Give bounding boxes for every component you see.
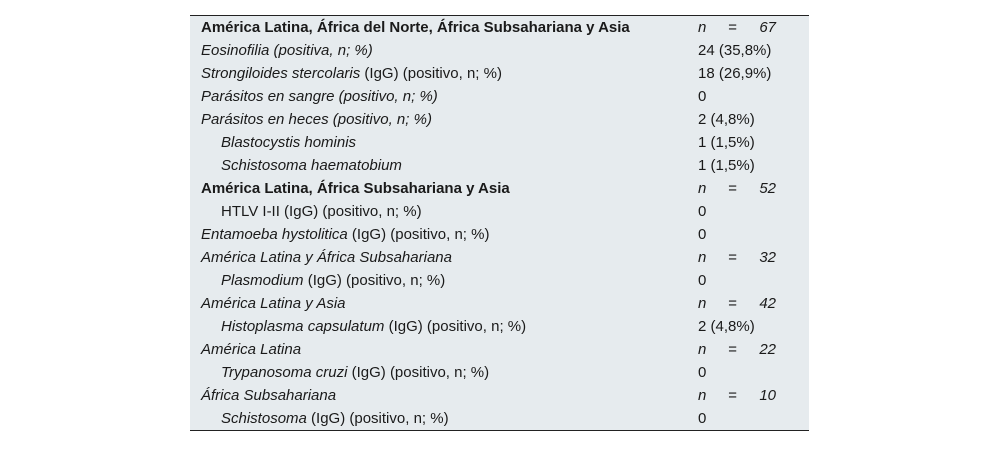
equals-sign: = xyxy=(728,180,737,197)
n-value: 32 xyxy=(759,249,776,266)
row-label: Parásitos en sangre (positivo, n; %) xyxy=(201,88,438,105)
n-letter: n xyxy=(698,249,707,266)
equals-sign: = xyxy=(728,295,737,312)
row-value: 18 (26,9%) xyxy=(698,65,772,82)
group-label: América Latina y Asia xyxy=(201,295,346,312)
row-value: 0 xyxy=(698,410,707,427)
group-label: América Latina, África del Norte, África Subsahariana y Asia xyxy=(201,19,630,36)
results-table xyxy=(190,15,809,431)
row-label: Entamoeba hystolitica (IgG) (positivo, n; %) xyxy=(201,226,490,243)
group-n-count xyxy=(698,292,776,315)
group-n-count xyxy=(698,338,776,361)
row-label: Histoplasma capsulatum (IgG) (positivo, n; %) xyxy=(221,318,527,335)
n-value: 67 xyxy=(759,19,776,36)
n-value: 10 xyxy=(759,387,776,404)
row-value: 0 xyxy=(698,88,707,105)
row-value: 0 xyxy=(698,364,707,381)
row-label: HTLV I-II (IgG) (positivo, n; %) xyxy=(221,203,422,220)
table-row xyxy=(190,131,809,154)
n-letter: n xyxy=(698,295,707,312)
group-header-row xyxy=(190,246,809,269)
row-label: Schistosoma haematobium xyxy=(221,157,402,174)
group-label: África Subsahariana xyxy=(201,387,337,404)
group-n-count xyxy=(698,246,776,269)
table-row xyxy=(190,62,809,85)
row-value: 2 (4,8%) xyxy=(698,111,755,128)
row-value: 0 xyxy=(698,272,707,289)
table-row xyxy=(190,85,809,108)
group-n-count xyxy=(698,177,776,200)
row-value: 1 (1,5%) xyxy=(698,157,755,174)
group-header-row xyxy=(190,384,809,407)
row-label: Parásitos en heces (positivo, n; %) xyxy=(201,111,432,128)
row-value: 2 (4,8%) xyxy=(698,318,755,335)
group-n-count xyxy=(698,384,776,407)
table-row xyxy=(190,269,809,292)
table-row xyxy=(190,315,809,338)
n-letter: n xyxy=(698,341,707,358)
group-n-count xyxy=(698,16,776,39)
group-header-row xyxy=(190,16,809,39)
table-row xyxy=(190,361,809,384)
row-label: Schistosoma (IgG) (positivo, n; %) xyxy=(221,410,449,427)
row-label: Plasmodium (IgG) (positivo, n; %) xyxy=(221,272,446,289)
row-label: Blastocystis hominis xyxy=(221,134,357,151)
n-letter: n xyxy=(698,387,707,404)
n-value: 42 xyxy=(759,295,776,312)
n-value: 22 xyxy=(759,341,776,358)
row-value: 0 xyxy=(698,226,707,243)
equals-sign: = xyxy=(728,249,737,266)
group-label: América Latina, África Subsahariana y Asia xyxy=(201,180,510,197)
group-header-row xyxy=(190,292,809,315)
table-row xyxy=(190,200,809,223)
n-letter: n xyxy=(698,19,707,36)
table-row xyxy=(190,407,809,430)
row-label: Strongiloides stercolaris (IgG) (positivo, n; %) xyxy=(201,65,502,82)
n-letter: n xyxy=(698,180,707,197)
group-header-row xyxy=(190,338,809,361)
table-row xyxy=(190,39,809,62)
row-value: 24 (35,8%) xyxy=(698,42,772,59)
equals-sign: = xyxy=(728,19,737,36)
table-row xyxy=(190,154,809,177)
row-label: Trypanosoma cruzi (IgG) (positivo, n; %) xyxy=(221,364,490,381)
group-label: América Latina xyxy=(201,341,302,358)
group-label: América Latina y África Subsahariana xyxy=(201,249,452,266)
equals-sign: = xyxy=(728,387,737,404)
row-value: 1 (1,5%) xyxy=(698,134,755,151)
equals-sign: = xyxy=(728,341,737,358)
row-label: Eosinofilia (positiva, n; %) xyxy=(201,42,373,59)
group-header-row xyxy=(190,177,809,200)
n-value: 52 xyxy=(759,180,776,197)
table-row xyxy=(190,108,809,131)
table-row xyxy=(190,223,809,246)
row-value: 0 xyxy=(698,203,707,220)
